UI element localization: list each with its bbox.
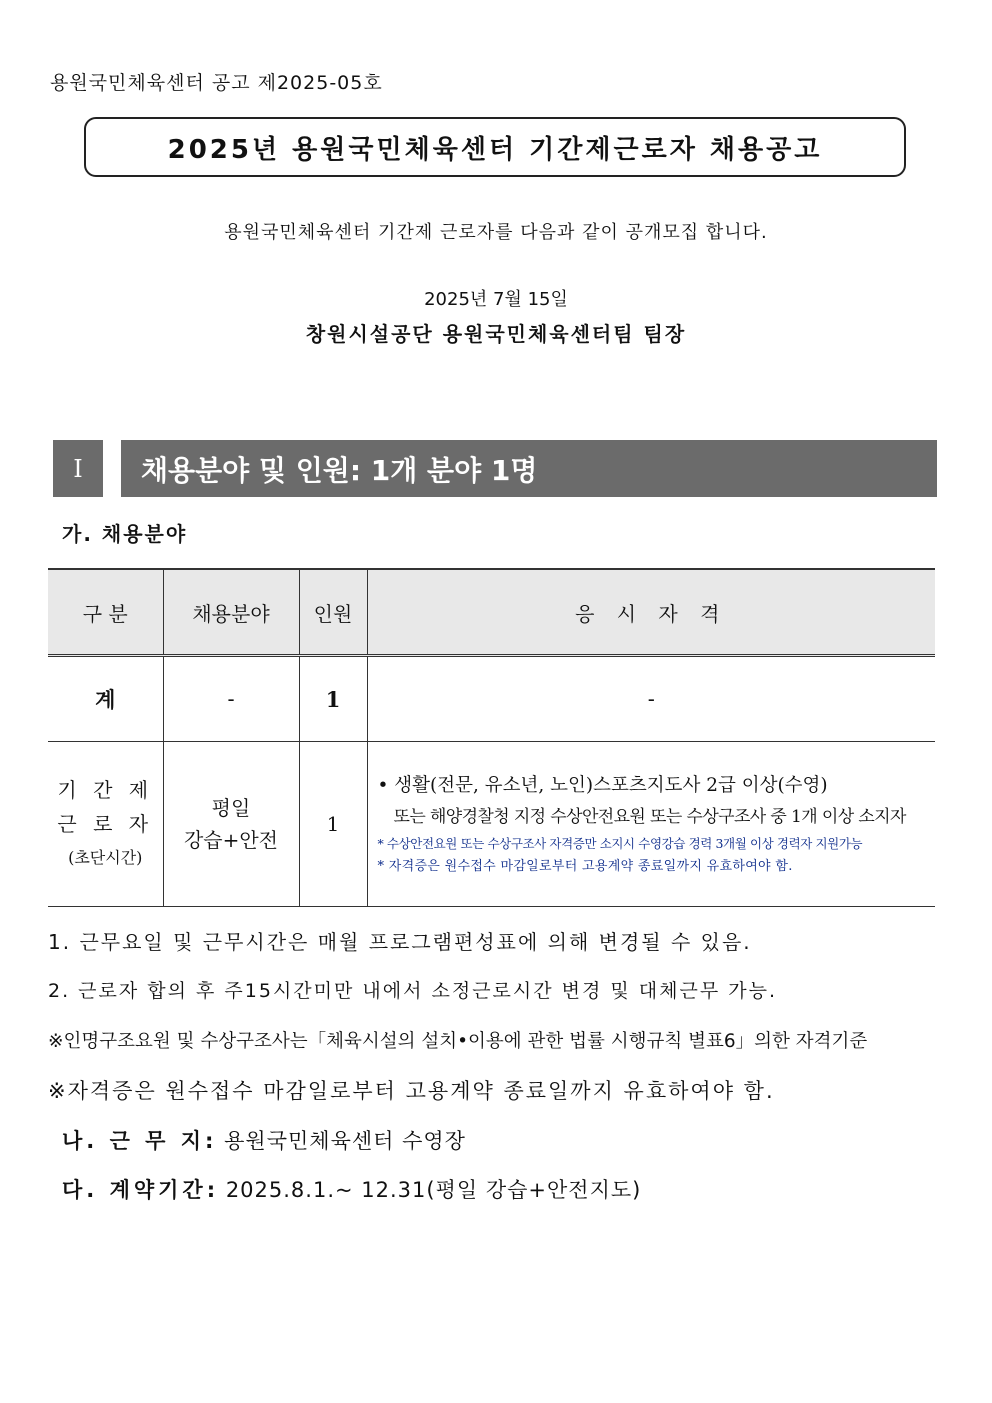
header-count: 인원 (299, 569, 367, 656)
contract-label: 다. 계약기간: (62, 1178, 220, 1202)
qualification-line: 또는 해양경찰청 지정 수상안전요원 또는 수상구조사 중 1개 이상 소지자 (393, 807, 906, 827)
notice-number: 용원국민체육센터 공고 제2025-05호 (50, 72, 383, 94)
contract-row (62, 1174, 641, 1204)
issuer: 창원시설공단 용원국민체육센터팀 팀장 (305, 322, 687, 346)
title-box (84, 117, 906, 177)
workplace-label: 나. 근 무 지: (62, 1129, 218, 1153)
workplace-value: 용원국민체육센터 수영장 (224, 1129, 466, 1153)
header-qualification: 응 시 자 격 (367, 569, 935, 656)
field-line: 평일 (211, 796, 251, 820)
note-item: 2. 근로자 합의 후 주15시간미만 내에서 소정근로시간 변경 및 대체근무 가능. (48, 980, 778, 1002)
note-item: ※인명구조요원 및 수상구조사는「체육시설의 설치•이용에 관한 법률 시행규칙 별표6」의한 자격기준 (48, 1031, 868, 1052)
field-cell (163, 742, 299, 907)
category-line: 근 로 자 (57, 812, 154, 836)
total-category: 계 (48, 656, 163, 742)
qualification-note: * 자격증은 원수접수 마감일로부터 고용계약 종료일까지 유효하여야 함. (377, 859, 793, 874)
field-line: 강습+안전 (183, 828, 279, 852)
header-field: 채용분야 (163, 569, 299, 656)
contract-value: 2025.8.1.~ 12.31(평일 강습+안전지도) (225, 1178, 642, 1202)
intro-text: 용원국민체육센터 기간제 근로자를 다음과 같이 공개모집 합니다. (224, 222, 768, 243)
note-item: ※자격증은 원수접수 마감일로부터 고용계약 종료일까지 유효하여야 함. (48, 1079, 775, 1103)
table-header-row (48, 569, 935, 656)
table-row (48, 742, 935, 907)
header-category: 구 분 (48, 569, 163, 656)
recruitment-table (48, 568, 935, 907)
subsection-heading: 가. 채용분야 (62, 522, 188, 546)
notice-date: 2025년 7월 15일 (424, 289, 568, 310)
count-cell: 1 (299, 742, 367, 907)
total-count: 1 (299, 656, 367, 742)
total-qualification: - (367, 656, 935, 742)
qualification-line: • 생활(전문, 유소년, 노인)스포츠지도사 2급 이상(수영) (377, 775, 828, 796)
section-number: I (53, 440, 103, 497)
category-cell (48, 742, 163, 907)
category-line: 기 간 제 (57, 778, 154, 802)
qualification-note: * 수상안전요원 또는 수상구조사 자격증만 소지시 수영강습 경력 3개월 이상 경력자 지원가능 (377, 836, 863, 851)
section-title: 채용분야 및 인원: 1개 분야 1명 (121, 440, 937, 497)
workplace-row (62, 1125, 466, 1155)
page-title: 2025년 용원국민체육센터 기간제근로자 채용공고 (167, 134, 823, 165)
total-field: - (163, 656, 299, 742)
category-note: (초단시간) (68, 848, 143, 867)
qualification-cell (367, 742, 935, 907)
note-item: 1. 근무요일 및 근무시간은 매월 프로그램편성표에 의해 변경될 수 있음. (48, 930, 752, 954)
table-row-total (48, 656, 935, 742)
